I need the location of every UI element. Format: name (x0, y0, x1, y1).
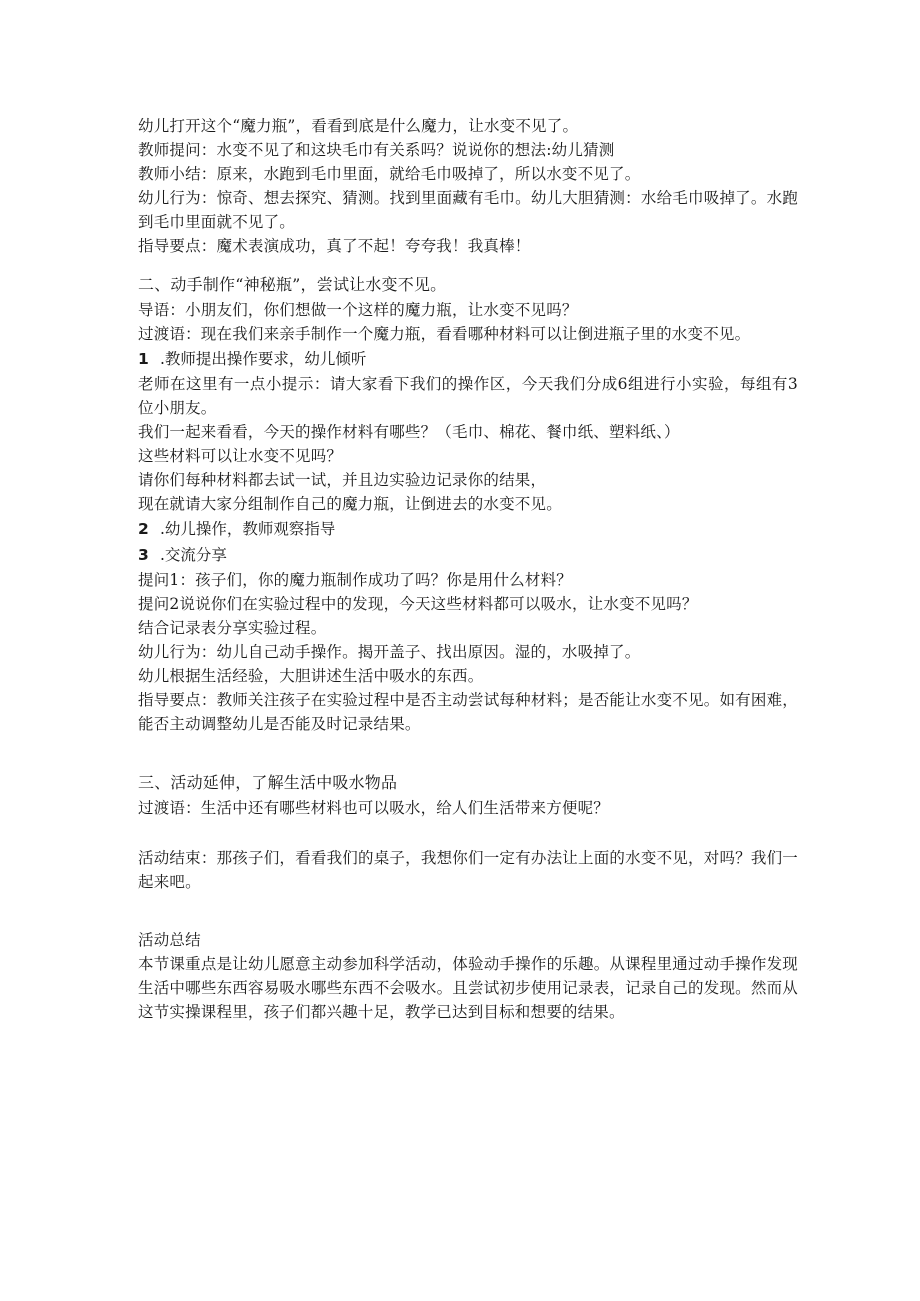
paragraph-question-1: 提问1：孩子们，你的魔力瓶制作成功了吗？你是用什么材料？ (138, 571, 572, 589)
summary-title: 活动总结 (138, 931, 201, 949)
paragraph-tip: 老师在这里有一点小提示：请大家看下我们的操作区，今天我们分成6组进行小实验，每组有3位小朋友。 (138, 375, 798, 417)
step-1-number: 1 (138, 350, 149, 368)
paragraph-open-bottle: 幼儿打开这个“魔力瓶”，看看到底是什么魔力，让水变不见了。 (138, 117, 579, 135)
paragraph-materials: 我们一起来看看，今天的操作材料有哪些？（毛巾、棉花、餐巾纸、塑料纸、） (138, 423, 680, 441)
paragraph-child-behavior: 幼儿行为：惊奇、想去探究、猜测。找到里面藏有毛巾。幼儿大胆猜测：水给毛巾吸掉了。水跑到毛巾里面就不见了。 (138, 189, 798, 231)
paragraph-transition: 过渡语：现在我们来亲手制作一个魔力瓶，看看哪种材料可以让倒进瓶子里的水变不见。 (138, 325, 751, 343)
paragraph-transition-3: 过渡语：生活中还有哪些材料也可以吸水，给人们生活带来方便呢？ (138, 799, 610, 817)
paragraph-ask: 这些材料可以让水变不见吗？ (138, 447, 343, 465)
step-2-number: 2 (138, 520, 149, 538)
paragraph-teacher-question: 教师提问：水变不见了和这块毛巾有关系吗？说说你的想法:幼儿猜测 (138, 141, 615, 159)
step-2-heading (138, 516, 798, 542)
section-heading-2: 二、动手制作“神秘瓶”，尝试让水变不见。 (138, 275, 447, 294)
paragraph-try: 请你们每种材料都去试一试，并且边实验边记录你的结果， (138, 471, 547, 489)
step-2-text: .幼儿操作，教师观察指导 (160, 520, 336, 538)
step-3-heading (138, 542, 798, 568)
paragraph-guidance-points: 指导要点：魔术表演成功，真了不起！夸夸我！我真棒！ (138, 237, 531, 255)
paragraph-ending: 活动结束：那孩子们，看看我们的桌子，我想你们一定有办法让上面的水变不见，对吗？我们一起来吧。 (138, 849, 798, 891)
paragraph-behavior: 幼儿行为：幼儿自己动手操作。揭开盖子、找出原因。湿的，水吸掉了。 (138, 643, 641, 661)
step-1-heading (138, 346, 798, 372)
document-page (138, 114, 798, 1024)
paragraph-intro: 导语：小朋友们，你们想做一个这样的魔力瓶，让水变不见吗？ (138, 301, 578, 319)
step-3-text: .交流分享 (160, 546, 227, 564)
paragraph-share: 结合记录表分享实验过程。 (138, 619, 327, 637)
step-1-text: .教师提出操作要求，幼儿倾听 (160, 350, 367, 368)
paragraph-now: 现在就请大家分组制作自己的魔力瓶，让倒进去的水变不见。 (138, 495, 562, 513)
section-heading-3: 三、活动延伸，了解生活中吸水物品 (138, 773, 398, 792)
paragraph-teacher-summary: 教师小结：原来，水跑到毛巾里面，就给毛巾吸掉了，所以水变不见了。 (138, 165, 641, 183)
paragraph-life-experience: 幼儿根据生活经验，大胆讲述生活中吸水的东西。 (138, 667, 484, 685)
summary-body: 本节课重点是让幼儿愿意主动参加科学活动，体验动手操作的乐趣。从课程里通过动手操作发现生活中哪些东西容易吸水哪些东西不会吸水。且尝试初步使用记录表，记录自己的发现。然而从这节实操课程里，孩子们都兴趣十足，教学已达到目标和想要的结果。 (138, 955, 798, 1021)
step-3-number: 3 (138, 546, 149, 564)
paragraph-question-2: 提问2说说你们在实验过程中的发现，今天这些材料都可以吸水，让水变不见吗？ (138, 595, 698, 613)
paragraph-guidance: 指导要点：教师关注孩子在实验过程中是否主动尝试每种材料；是否能让水变不见。如有困难，能否主动调整幼儿是否能及时记录结果。 (138, 691, 798, 733)
